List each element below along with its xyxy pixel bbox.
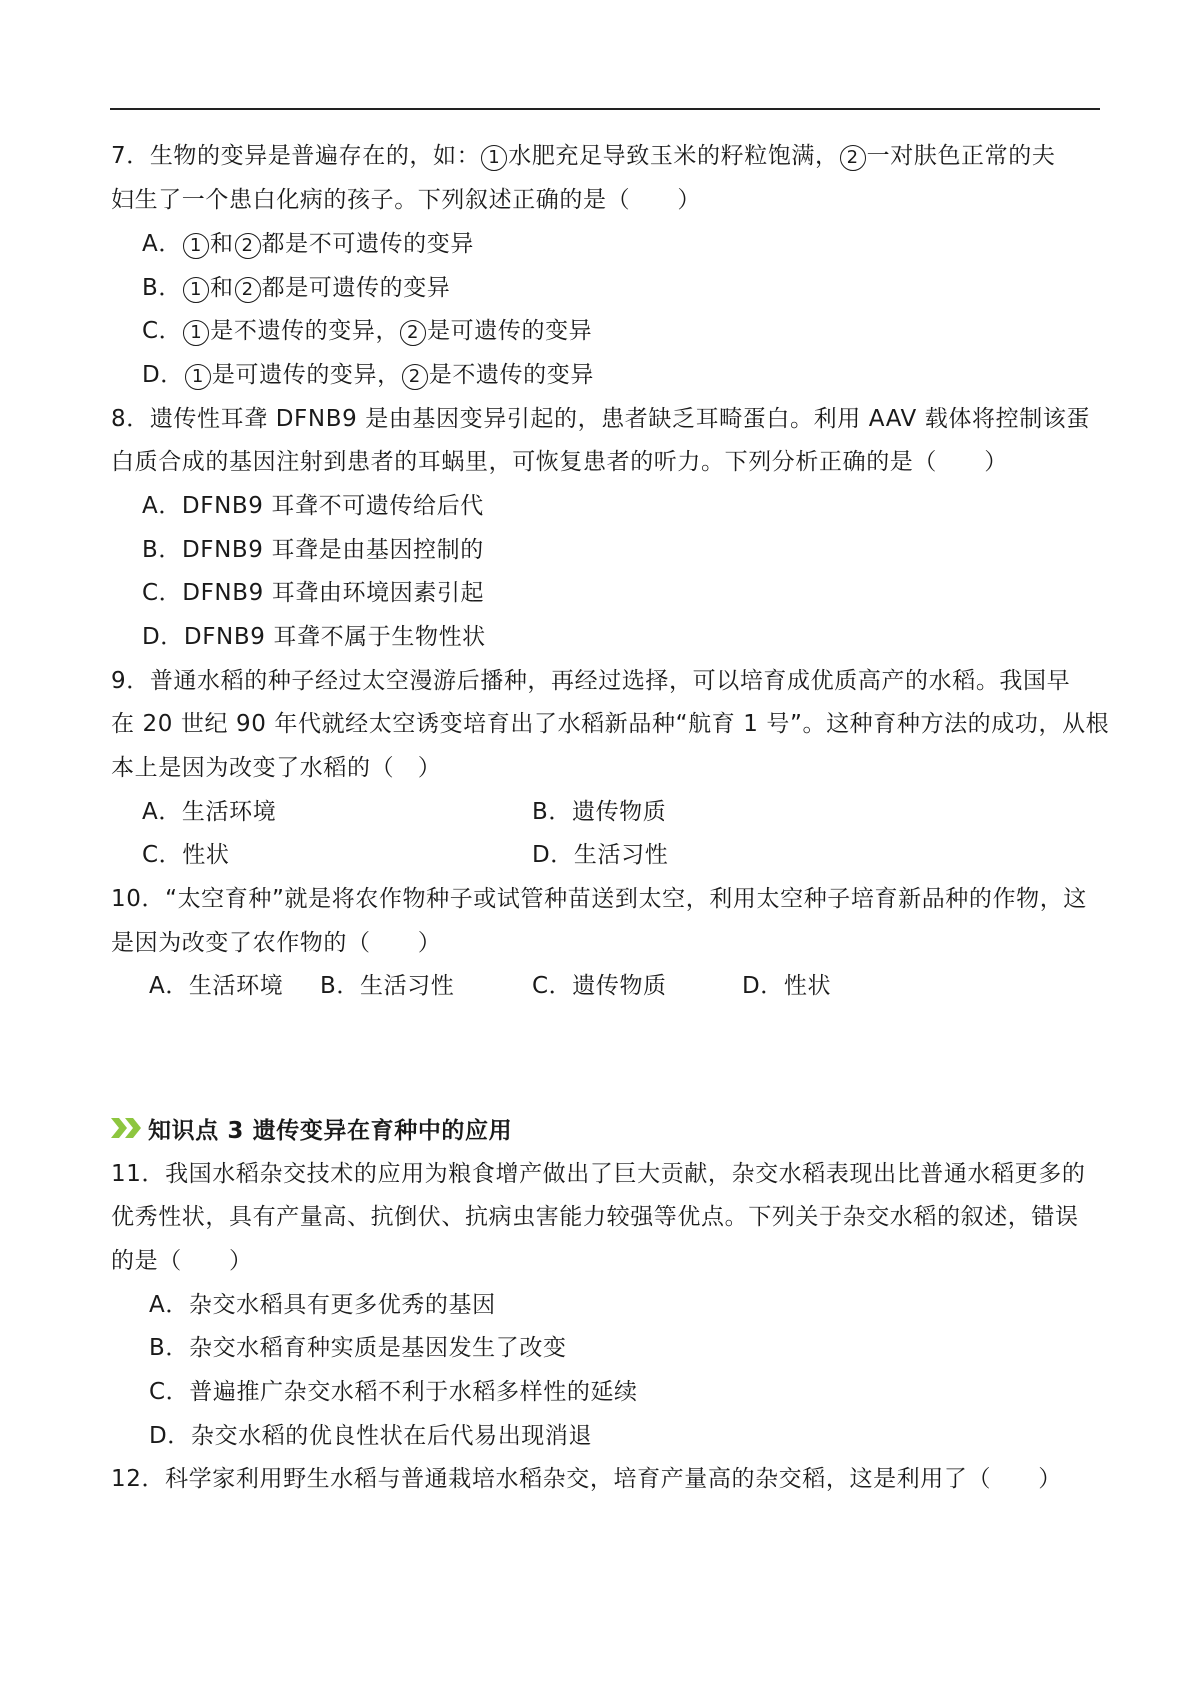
q9-stem-line-2: 在 20 世纪 90 年代就经太空诱变培育出了水稻新品种“航育 1 号”。这种育种方法的成功，从根 <box>111 711 1110 737</box>
option-text: 都是可遗传的变异 <box>261 275 451 301</box>
q10-option-c: C．遗传物质 <box>532 973 667 999</box>
circled-number-2: 2 <box>235 277 261 303</box>
option-text: 和 <box>209 275 234 301</box>
option-label: D． <box>142 362 184 388</box>
option-text: 是不遗传的变异 <box>428 362 594 388</box>
q10-stem-line-2: 是因为改变了农作物的（ ） <box>111 930 442 956</box>
q10-option-a: A．生活环境 <box>149 973 284 999</box>
circled-number-2: 2 <box>840 145 866 171</box>
q9-stem-line-1: 9．普通水稻的种子经过太空漫游后播种，再经过选择，可以培育成优质高产的水稻。我国早 <box>111 668 1071 694</box>
q9-option-b: B．遗传物质 <box>532 799 667 825</box>
q11-option-d: D．杂交水稻的优良性状在后代易出现消退 <box>149 1423 593 1449</box>
q8-option-d: D．DFNB9 耳聋不属于生物性状 <box>142 624 486 650</box>
q11-stem-line-1: 11．我国水稻杂交技术的应用为粮食增产做出了巨大贡献，杂交水稻表现出比普通水稻更多的 <box>111 1161 1086 1187</box>
header-rule <box>110 108 1100 110</box>
q9-option-a: A．生活环境 <box>142 799 277 825</box>
q7-text-a: 7．生物的变异是普遍存在的，如： <box>111 143 481 169</box>
q11-option-b: B．杂交水稻育种实质是基因发生了改变 <box>149 1335 567 1361</box>
option-label: B． <box>142 275 182 301</box>
q7-text-b: 水肥充足导致玉米的籽粒饱满， <box>508 143 839 169</box>
q8-stem-line-2: 白质合成的基因注射到患者的耳蜗里，可恢复患者的听力。下列分析正确的是（ ） <box>111 449 1008 475</box>
circled-number-1: 1 <box>183 277 209 303</box>
option-text: 是不遗传的变异， <box>210 318 400 344</box>
q7-option-c <box>142 316 592 346</box>
q8-option-c: C．DFNB9 耳聋由环境因素引起 <box>142 580 485 606</box>
section-header <box>110 1111 512 1145</box>
q10-stem-line-1: 10．“太空育种”就是将农作物种子或试管种苗送到太空，利用太空种子培育新品种的作物，这 <box>111 886 1087 912</box>
q10-option-d: D．性状 <box>742 973 832 999</box>
q10-option-b: B．生活习性 <box>320 973 455 999</box>
q7-option-d <box>142 360 594 390</box>
q9-option-d: D．生活习性 <box>532 842 669 868</box>
q11-option-a: A．杂交水稻具有更多优秀的基因 <box>149 1292 496 1318</box>
q9-stem-line-3: 本上是因为改变了水稻的（ ） <box>111 755 442 781</box>
section-title: 知识点 3 遗传变异在育种中的应用 <box>148 1117 513 1144</box>
circled-number-1: 1 <box>481 145 507 171</box>
circled-number-1: 1 <box>183 320 209 346</box>
option-label: A． <box>142 231 182 257</box>
option-text: 都是不可遗传的变异 <box>261 231 474 257</box>
circled-number-2: 2 <box>402 364 428 390</box>
q8-option-b: B．DFNB9 耳聋是由基因控制的 <box>142 537 484 563</box>
circled-number-1: 1 <box>183 233 209 259</box>
q11-stem-line-3: 的是（ ） <box>111 1248 253 1274</box>
q7-option-b <box>142 273 450 303</box>
q12-stem-line-1: 12．科学家利用野生水稻与普通栽培水稻杂交，培育产量高的杂交稻，这是利用了（ ） <box>111 1466 1062 1492</box>
circled-number-2: 2 <box>400 320 426 346</box>
q11-option-c: C．普遍推广杂交水稻不利于水稻多样性的延续 <box>149 1379 638 1405</box>
q7-stem-line-1 <box>111 141 1055 171</box>
circled-number-1: 1 <box>185 364 211 390</box>
option-label: C． <box>142 318 183 344</box>
q11-stem-line-2: 优秀性状，具有产量高、抗倒伏、抗病虫害能力较强等优点。下列关于杂交水稻的叙述，错误 <box>111 1204 1079 1230</box>
option-text: 是可遗传的变异， <box>211 362 401 388</box>
q8-stem-line-1: 8．遗传性耳聋 DFNB9 是由基因变异引起的，患者缺乏耳畸蛋白。利用 AAV 载体将控制该蛋 <box>111 406 1091 432</box>
q9-option-c: C．性状 <box>142 842 230 868</box>
q8-option-a: A．DFNB9 耳聋不可遗传给后代 <box>142 493 484 519</box>
option-text: 和 <box>209 231 234 257</box>
q7-text-c: 一对肤色正常的夫 <box>866 143 1056 169</box>
option-text: 是可遗传的变异 <box>427 318 593 344</box>
circled-number-2: 2 <box>235 233 261 259</box>
q7-stem-line-2: 妇生了一个患白化病的孩子。下列叙述正确的是（ ） <box>111 187 701 213</box>
q7-option-a <box>142 229 474 259</box>
double-chevron-right-icon <box>110 1116 144 1140</box>
